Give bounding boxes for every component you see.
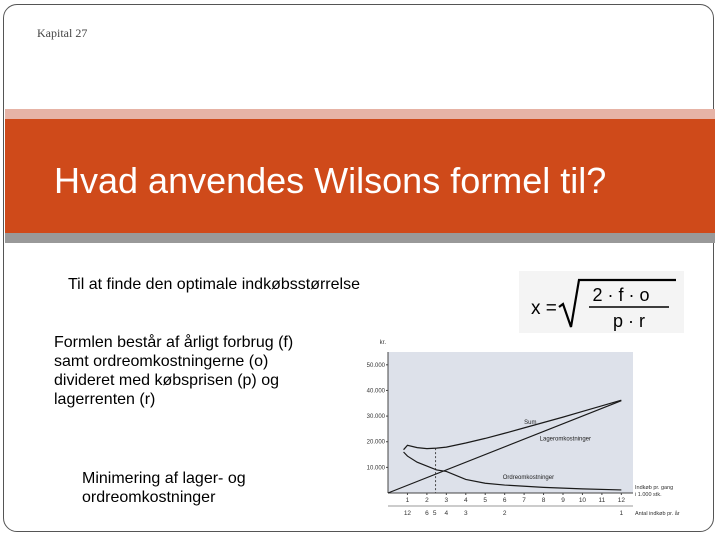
x-tick-label: 9 (561, 497, 565, 504)
formula-denominator: p · r (612, 311, 646, 331)
x-bottom-tick-label: 3 (463, 510, 468, 517)
wilson-formula-image (519, 271, 684, 333)
x-tick-label: 8 (541, 497, 546, 504)
series-label-sum: Sum (524, 419, 537, 426)
chapter-label: Kapital 27 (37, 26, 88, 40)
x-bottom-tick-label: 5 (432, 510, 437, 517)
y-tick-label: 20.000 (366, 439, 385, 446)
slide-title: Hvad anvendes Wilsons formel til? (54, 160, 607, 201)
x-bottom-tick-label: 6 (425, 510, 429, 517)
x-tick-label: 4 (463, 497, 468, 504)
x-bottom-tick-label: 1 (619, 510, 624, 517)
y-axis-label: kr. (379, 340, 386, 346)
x-axis-label-bottom: Antal indkøb pr. år (635, 511, 680, 517)
x-tick-label: 1 (405, 497, 410, 504)
formula-lhs: x = (531, 298, 557, 319)
y-tick-label: 10.000 (366, 465, 385, 472)
x-tick-label: 12 (617, 497, 625, 504)
x-bottom-tick-label: 2 (502, 510, 507, 517)
x-tick-label: 11 (598, 497, 606, 504)
x-tick-label: 6 (502, 497, 507, 504)
series-label-lageromkostninger: Lageromkostninger (539, 436, 592, 443)
series-label-ordreomkostninger: Ordreomkostninger (502, 474, 555, 481)
text-formula-description: Formlen består af årligt forbrug (f) samt ordreomkostningerne (o) divideret med købsprisen (p) og lagerrenten (r) (54, 334, 294, 408)
x-axis-label-top: Indkøb pr. gang i 1.000 stk. (635, 485, 674, 498)
y-tick-label: 30.000 (366, 414, 385, 421)
y-tick-label: 50.000 (366, 362, 385, 369)
x-tick-label: 10 (578, 497, 587, 504)
x-bottom-tick-label: 4 (444, 510, 449, 517)
x-tick-label: 2 (425, 497, 429, 504)
title-band-bottom-stripe (5, 233, 715, 243)
x-tick-label: 5 (483, 497, 488, 504)
cost-chart-svg (362, 338, 682, 524)
formula-numerator: 2 · f · o (592, 285, 650, 305)
y-tick-label: 40.000 (366, 388, 385, 395)
chart-plot-background (388, 352, 633, 493)
title-band-top-stripe (5, 109, 715, 119)
x-bottom-tick-label: 12 (403, 510, 412, 517)
text-minimization: Minimering af lager- og ordreomkostninger (82, 470, 246, 506)
cost-chart (362, 338, 682, 524)
x-tick-label: 7 (522, 497, 526, 504)
x-tick-label: 3 (444, 497, 449, 504)
text-optimal-size: Til at finde den optimale indkøbsstørrelse (68, 276, 360, 293)
